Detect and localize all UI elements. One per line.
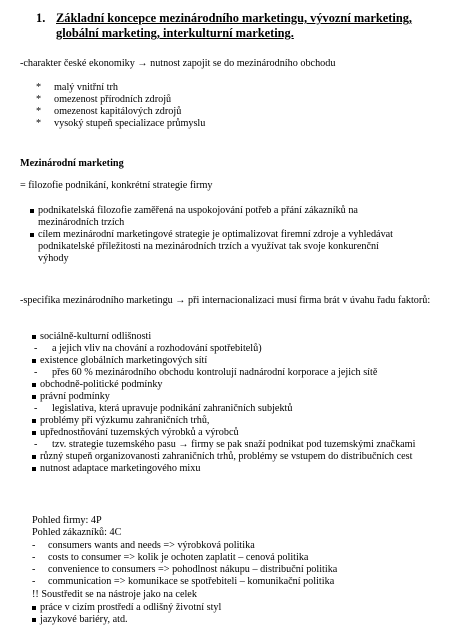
chapter-heading <box>36 11 446 41</box>
list-item: podnikatelská filozofie zaměřená na uspokojování potřeb a přání zákazníků na mezinárodních trzích <box>30 205 410 229</box>
asterisk-bullet-icon: * <box>36 82 42 93</box>
square-bullet-icon <box>32 383 36 387</box>
list-item: různý stupeň organizovanosti zahraničních trhů, problémy se vstupem do distribučních cest <box>32 451 432 463</box>
list-item: * omezenost kapitálových zdrojů <box>36 106 182 117</box>
focus-line: !! Soustředit se na nástroje jako na celek <box>32 589 197 600</box>
dash-bullet-icon: - <box>32 552 36 563</box>
list-subitem: - consumers wants and needs => výrobková politika <box>32 540 255 551</box>
list-subitem: - legislativa, která upravuje podnikání zahraničních subjektů <box>34 403 293 414</box>
list-item: * omezenost přírodních zdrojů <box>36 94 172 105</box>
list-subitem: - convenience to consumers => pohodlnost nákupu – distribuční politika <box>32 564 338 575</box>
dash-bullet-icon: - <box>34 403 38 414</box>
dash-bullet-icon: - <box>34 439 38 450</box>
asterisk-bullet-icon: * <box>36 94 42 105</box>
dash-bullet-icon: - <box>32 576 36 587</box>
square-bullet-icon <box>32 395 36 399</box>
square-bullet-icon <box>32 419 36 423</box>
square-bullet-icon <box>32 359 36 363</box>
square-bullet-icon <box>32 618 36 622</box>
list-item: * malý vnitřní trh <box>36 82 118 93</box>
asterisk-bullet-icon: * <box>36 106 42 117</box>
four-c-list <box>32 540 442 588</box>
list-item: upřednostňování tuzemských výrobků a výrobců <box>32 427 432 439</box>
list-item: existence globálních marketingových sítí <box>32 355 432 367</box>
dash-bullet-icon: - <box>34 367 38 378</box>
chapter-number: 1. <box>36 11 46 25</box>
list-subitem: - communication => komunikace se spotřebiteli – komunikační politika <box>32 576 335 587</box>
square-bullet-icon <box>32 467 36 471</box>
intro-text: -charakter české ekonomiky → nutnost zapojit se do mezinárodního obchodu <box>20 58 336 69</box>
customer-view: Pohled zákazníků: 4C <box>32 527 122 538</box>
square-bullet-icon <box>30 233 34 237</box>
closing-list <box>32 602 432 626</box>
square-bullet-icon <box>32 431 36 435</box>
list-item: sociálně-kulturní odlišnosti <box>32 331 432 343</box>
square-bullet-icon <box>30 209 34 213</box>
dash-bullet-icon: - <box>34 343 38 354</box>
definition-list <box>30 205 410 265</box>
list-item: problémy při výzkumu zahraničních trhů, <box>32 415 432 427</box>
list-subitem: - přes 60 % mezinárodního obchodu kontrolují nadnárodní korporace a jejich sítě <box>34 367 378 378</box>
dash-bullet-icon: - <box>32 564 36 575</box>
section-title: Mezinárodní marketing <box>20 158 124 169</box>
list-item: obchodně-politické podmínky <box>32 379 432 391</box>
asterisk-bullet-icon: * <box>36 118 42 129</box>
list-item: cílem mezinárodní marketingové strategie je optimalizovat firemní zdroje a vyhledávat podnikatelské příležitosti na mezinárodních trzích a využívat tak svoje konkurenční výhody <box>30 229 410 265</box>
definition-text: = filozofie podnikání, konkrétní strategie firmy <box>20 180 213 191</box>
list-item: nutnost adaptace marketingového mixu <box>32 463 432 475</box>
square-bullet-icon <box>32 606 36 610</box>
firm-view: Pohled firmy: 4P <box>32 515 102 526</box>
list-item: * vysoký stupeň specializace průmyslu <box>36 118 206 129</box>
square-bullet-icon <box>32 335 36 339</box>
dash-bullet-icon: - <box>32 540 36 551</box>
list-subitem: - a jejich vliv na chování a rozhodování spotřebitelů) <box>34 343 262 354</box>
square-bullet-icon <box>32 455 36 459</box>
chapter-title: Základní koncepce mezinárodního marketingu, vývozní marketing, globální marketing, interkulturní marketing. <box>56 11 413 40</box>
list-item: právní podmínky <box>32 391 432 403</box>
factors-list <box>32 331 432 475</box>
list-item: jazykové bariéry, atd. <box>32 614 432 626</box>
list-subitem: - tzv. strategie tuzemského pasu → firmy se pak snaží podnikat pod tuzemskými značkami <box>34 439 416 450</box>
intro-list <box>36 82 205 130</box>
specifics-intro: -specifika mezinárodního marketingu → při internacionalizaci musí firma brát v úvahu řadu faktorů: <box>20 295 431 306</box>
list-subitem: - costs to consumer => kolik je ochoten zaplatit – cenová politika <box>32 552 309 563</box>
list-item: práce v cizím prostředí a odlišný životní styl <box>32 602 432 614</box>
